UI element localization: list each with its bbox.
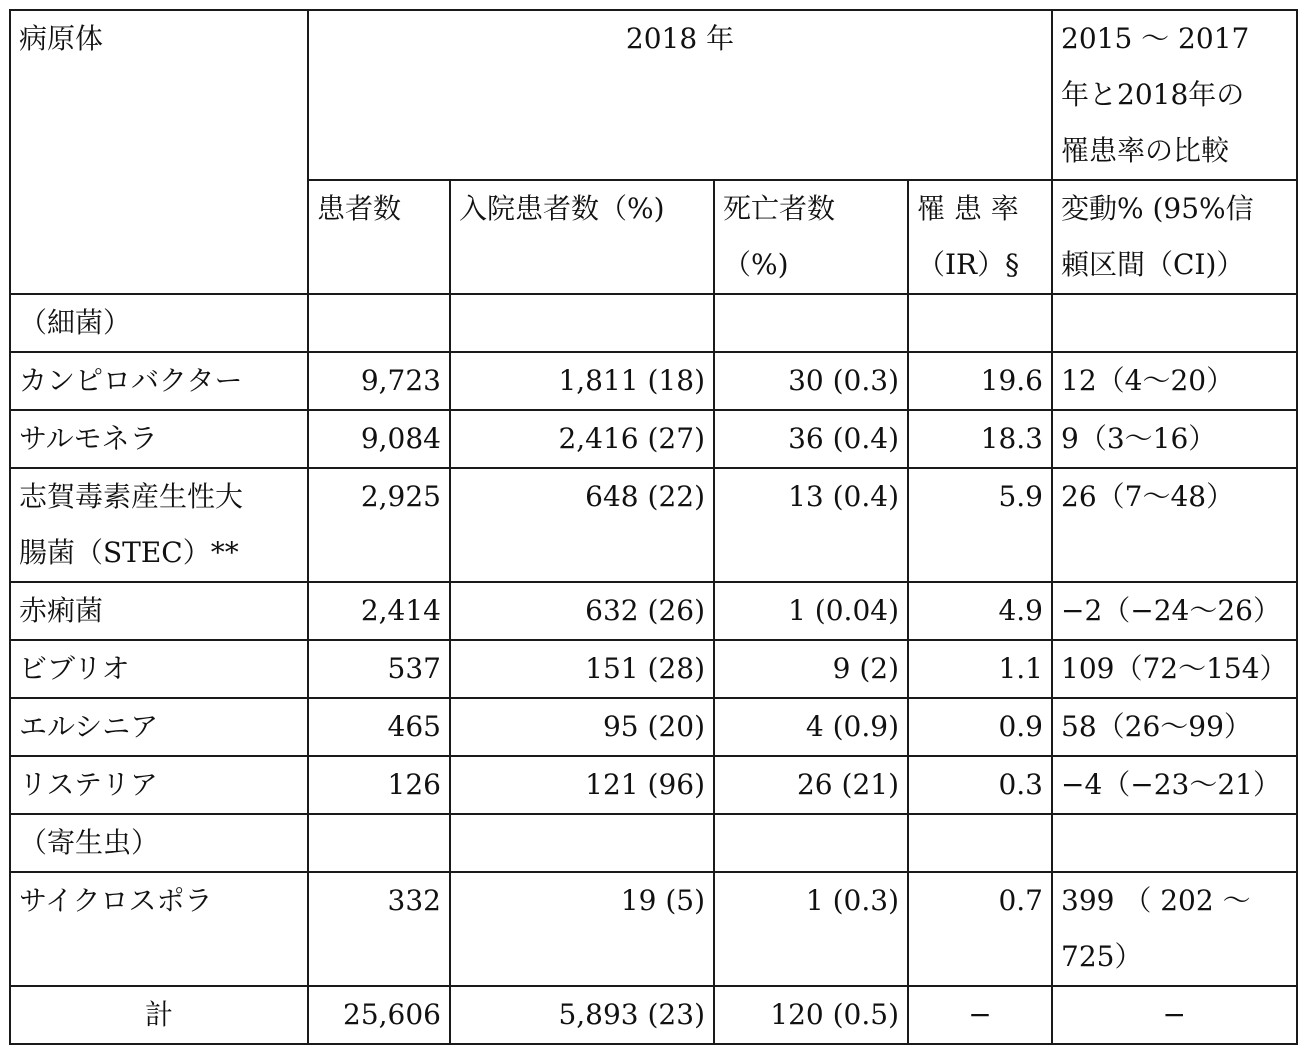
change-value: −4（−23〜21） — [1052, 756, 1297, 814]
empty-cell — [450, 814, 714, 872]
hospitalized-header: 入院患者数（%) — [450, 180, 714, 294]
deaths-value: 26 (21) — [714, 756, 908, 814]
patients-value: 537 — [308, 640, 450, 698]
deaths-value: 1 (0.04) — [714, 582, 908, 640]
empty-cell — [1052, 814, 1297, 872]
incidence-header-line: （IR）§ — [917, 248, 1020, 281]
pathogen-name — [10, 698, 308, 756]
name-line: サイクロスポラ — [19, 884, 213, 917]
deaths-header — [714, 180, 908, 294]
comparison-header-line: 年と2018年の — [1061, 78, 1245, 111]
comparison-header-line: 2015 〜 2017 — [1061, 22, 1250, 55]
change-value: 12（4〜20） — [1052, 352, 1297, 410]
patients-value: 2,414 — [308, 582, 450, 640]
ir-value: 5.9 — [908, 468, 1052, 582]
name-line: サルモネラ — [19, 422, 158, 455]
name-line: 志賀毒素産生性大 — [19, 480, 244, 513]
table-row — [10, 872, 1297, 986]
change-value: 58（26〜99） — [1052, 698, 1297, 756]
total-patients: 25,606 — [308, 986, 450, 1044]
ir-value: 19.6 — [908, 352, 1052, 410]
pathogen-name — [10, 468, 308, 582]
pathogen-header: 病原体 — [10, 10, 308, 294]
section-row-parasites — [10, 814, 1297, 872]
total-hospitalized: 5,893 (23) — [450, 986, 714, 1044]
hospitalized-value: 648 (22) — [450, 468, 714, 582]
incidence-header — [908, 180, 1052, 294]
patients-value: 9,084 — [308, 410, 450, 468]
pathogen-name — [10, 582, 308, 640]
hospitalized-value: 632 (26) — [450, 582, 714, 640]
empty-cell — [714, 814, 908, 872]
header-row-1 — [10, 10, 1297, 180]
table-row — [10, 410, 1297, 468]
total-row — [10, 986, 1297, 1044]
ir-value: 0.9 — [908, 698, 1052, 756]
table-row — [10, 352, 1297, 410]
ir-value: 0.7 — [908, 872, 1052, 986]
empty-cell — [1052, 294, 1297, 352]
ir-value: 18.3 — [908, 410, 1052, 468]
empty-cell — [714, 294, 908, 352]
patients-value: 9,723 — [308, 352, 450, 410]
name-line: カンピロバクター — [19, 364, 243, 397]
deaths-value: 30 (0.3) — [714, 352, 908, 410]
empty-cell — [908, 814, 1052, 872]
change-header — [1052, 180, 1297, 294]
change-header-line: 頼区間（CI)） — [1061, 248, 1245, 281]
deaths-value: 9 (2) — [714, 640, 908, 698]
patients-header: 患者数 — [308, 180, 450, 294]
patients-value: 465 — [308, 698, 450, 756]
section-row-bacteria — [10, 294, 1297, 352]
patients-value: 2,925 — [308, 468, 450, 582]
deaths-header-line: 死亡者数 — [723, 192, 836, 225]
table-row — [10, 698, 1297, 756]
pathogen-name — [10, 352, 308, 410]
empty-cell — [450, 294, 714, 352]
hospitalized-value: 1,811 (18) — [450, 352, 714, 410]
total-change: − — [1052, 986, 1297, 1044]
comparison-header — [1052, 10, 1297, 180]
pathogen-name — [10, 410, 308, 468]
total-label: 計 — [10, 986, 308, 1044]
deaths-value: 13 (0.4) — [714, 468, 908, 582]
hospitalized-value: 19 (5) — [450, 872, 714, 986]
change-value — [1052, 872, 1297, 986]
table-row — [10, 640, 1297, 698]
name-line: リステリア — [19, 768, 158, 801]
name-line: 腸菌（STEC）** — [19, 536, 239, 569]
empty-cell — [308, 814, 450, 872]
change-line: 399 （ 202 〜 — [1061, 884, 1251, 917]
change-value: 109（72〜154） — [1052, 640, 1297, 698]
deaths-value: 4 (0.9) — [714, 698, 908, 756]
deaths-value: 36 (0.4) — [714, 410, 908, 468]
name-line: エルシニア — [19, 710, 159, 743]
hospitalized-value: 95 (20) — [450, 698, 714, 756]
change-value: 9（3〜16） — [1052, 410, 1297, 468]
ir-value: 1.1 — [908, 640, 1052, 698]
deaths-header-line: （%) — [723, 248, 789, 281]
section-label-parasites: （寄生虫） — [10, 814, 308, 872]
pathogen-name — [10, 756, 308, 814]
change-value: 26（7〜48） — [1052, 468, 1297, 582]
parasite-rows — [10, 872, 1297, 986]
hospitalized-value: 121 (96) — [450, 756, 714, 814]
ir-value: 0.3 — [908, 756, 1052, 814]
total-ir: − — [908, 986, 1052, 1044]
name-line: 赤痢菌 — [19, 594, 104, 627]
pathogen-name — [10, 872, 308, 986]
table-row — [10, 756, 1297, 814]
total-deaths: 120 (0.5) — [714, 986, 908, 1044]
pathogen-name — [10, 640, 308, 698]
patients-value: 126 — [308, 756, 450, 814]
change-value: −2（−24〜26） — [1052, 582, 1297, 640]
hospitalized-value: 151 (28) — [450, 640, 714, 698]
empty-cell — [308, 294, 450, 352]
year-header: 2018 年 — [308, 10, 1052, 180]
comparison-header-line: 罹患率の比較 — [1061, 134, 1230, 167]
ir-value: 4.9 — [908, 582, 1052, 640]
patients-value: 332 — [308, 872, 450, 986]
deaths-value: 1 (0.3) — [714, 872, 908, 986]
hospitalized-value: 2,416 (27) — [450, 410, 714, 468]
incidence-header-line: 罹 患 率 — [917, 192, 1019, 225]
change-header-line: 変動% (95%信 — [1061, 192, 1254, 225]
table-row — [10, 468, 1297, 582]
table-row — [10, 582, 1297, 640]
change-line: 725） — [1061, 940, 1143, 973]
section-label-bacteria: （細菌） — [10, 294, 308, 352]
pathogen-table — [9, 9, 1298, 1045]
bacteria-rows — [10, 352, 1297, 814]
name-line: ビブリオ — [19, 652, 130, 685]
empty-cell — [908, 294, 1052, 352]
